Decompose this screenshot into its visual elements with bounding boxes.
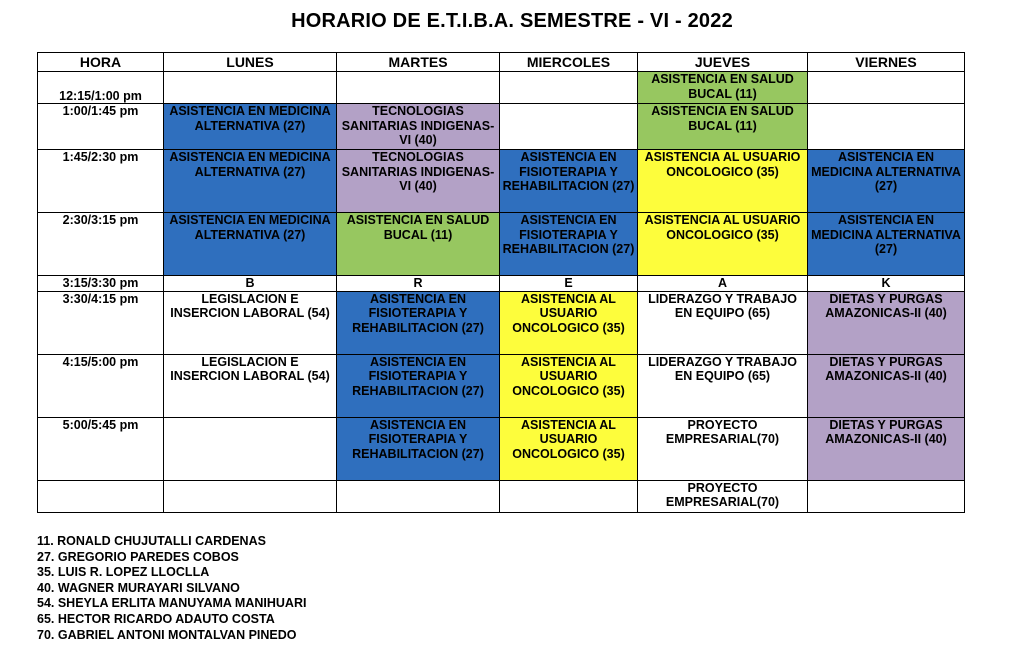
table-row — [38, 72, 965, 104]
schedule-cell — [164, 417, 337, 480]
page-title: HORARIO DE E.T.I.B.A. SEMESTRE - VI - 2022 — [291, 10, 733, 32]
schedule-cell: ASISTENCIA AL USUARIO ONCOLOGICO (35) — [500, 417, 638, 480]
col-header-martes: MARTES — [337, 53, 500, 72]
schedule-cell: ASISTENCIA EN MEDICINA ALTERNATIVA (27) — [164, 104, 337, 150]
table-row — [38, 150, 965, 213]
schedule-cell: ASISTENCIA EN MEDICINA ALTERNATIVA (27) — [808, 150, 965, 213]
schedule-cell — [808, 480, 965, 512]
schedule-cell: DIETAS Y PURGAS AMAZONICAS-II (40) — [808, 417, 965, 480]
legend-item: 35. LUIS R. LOPEZ LLOCLLA — [37, 565, 210, 580]
schedule-cell: ASISTENCIA EN MEDICINA ALTERNATIVA (27) — [808, 213, 965, 276]
legend-item: 70. GABRIEL ANTONI MONTALVAN PINEDO — [37, 627, 297, 642]
schedule-table — [37, 52, 965, 513]
hour-cell: 1:00/1:45 pm — [38, 104, 164, 150]
schedule-cell: ASISTENCIA EN FISIOTERAPIA Y REHABILITACION (27) — [337, 291, 500, 354]
schedule-cell — [337, 72, 500, 104]
schedule-cell: LIDERAZGO Y TRABAJO EN EQUIPO (65) — [638, 291, 808, 354]
legend-item: 40. WAGNER MURAYARI SILVANO — [37, 580, 240, 595]
schedule-cell — [500, 72, 638, 104]
schedule-cell: ASISTENCIA EN FISIOTERAPIA Y REHABILITACION (27) — [500, 150, 638, 213]
legend-item: 27. GREGORIO PAREDES COBOS — [37, 549, 239, 564]
schedule-cell — [164, 480, 337, 512]
schedule-cell: ASISTENCIA EN FISIOTERAPIA Y REHABILITACION (27) — [337, 417, 500, 480]
teacher-legend — [37, 534, 306, 643]
schedule-cell: LEGISLACION E INSERCION LABORAL (54) — [164, 354, 337, 417]
table-row — [38, 417, 965, 480]
schedule-cell: ASISTENCIA AL USUARIO ONCOLOGICO (35) — [638, 213, 808, 276]
break-letter-cell: K — [808, 276, 965, 292]
break-letter-cell: E — [500, 276, 638, 292]
table-row — [38, 104, 965, 150]
schedule-cell: LIDERAZGO Y TRABAJO EN EQUIPO (65) — [638, 354, 808, 417]
schedule-cell: DIETAS Y PURGAS AMAZONICAS-II (40) — [808, 354, 965, 417]
schedule-cell: ASISTENCIA EN FISIOTERAPIA Y REHABILITACION (27) — [337, 354, 500, 417]
col-header-viernes: VIERNES — [808, 53, 965, 72]
hour-cell: 12:15/1:00 pm — [38, 72, 164, 104]
table-row — [38, 291, 965, 354]
break-letter-cell: A — [638, 276, 808, 292]
header-row — [38, 53, 965, 72]
schedule-cell: ASISTENCIA EN MEDICINA ALTERNATIVA (27) — [164, 213, 337, 276]
schedule-cell: ASISTENCIA AL USUARIO ONCOLOGICO (35) — [638, 150, 808, 213]
schedule-cell: ASISTENCIA EN MEDICINA ALTERNATIVA (27) — [164, 150, 337, 213]
schedule-cell: PROYECTO EMPRESARIAL(70) — [638, 480, 808, 512]
schedule-cell: PROYECTO EMPRESARIAL(70) — [638, 417, 808, 480]
schedule-cell: ASISTENCIA EN SALUD BUCAL (11) — [638, 72, 808, 104]
schedule-cell — [337, 480, 500, 512]
hour-cell: 3:15/3:30 pm — [38, 276, 164, 292]
break-letter-cell: B — [164, 276, 337, 292]
schedule-cell: ASISTENCIA EN SALUD BUCAL (11) — [638, 104, 808, 150]
schedule-cell — [808, 72, 965, 104]
hour-cell: 5:00/5:45 pm — [38, 417, 164, 480]
hour-cell: 1:45/2:30 pm — [38, 150, 164, 213]
legend-item: 54. SHEYLA ERLITA MANUYAMA MANIHUARI — [37, 596, 307, 611]
schedule-cell — [500, 104, 638, 150]
col-header-hora: HORA — [38, 53, 164, 72]
schedule-cell: ASISTENCIA AL USUARIO ONCOLOGICO (35) — [500, 354, 638, 417]
col-header-jueves: JUEVES — [638, 53, 808, 72]
schedule-cell: ASISTENCIA EN FISIOTERAPIA Y REHABILITACION (27) — [500, 213, 638, 276]
schedule-cell — [500, 480, 638, 512]
col-header-miercoles: MIERCOLES — [500, 53, 638, 72]
schedule-cell: TECNOLOGIAS SANITARIAS INDIGENAS-VI (40) — [337, 104, 500, 150]
table-row — [38, 213, 965, 276]
schedule-cell — [164, 72, 337, 104]
schedule-cell — [808, 104, 965, 150]
table-row — [38, 276, 965, 292]
hour-cell: 3:30/4:15 pm — [38, 291, 164, 354]
table-row — [38, 480, 965, 512]
schedule-cell: ASISTENCIA AL USUARIO ONCOLOGICO (35) — [500, 291, 638, 354]
table-row — [38, 354, 965, 417]
legend-item: 65. HECTOR RICARDO ADAUTO COSTA — [37, 611, 275, 626]
break-letter-cell: R — [337, 276, 500, 292]
schedule-cell: ASISTENCIA EN SALUD BUCAL (11) — [337, 213, 500, 276]
col-header-lunes: LUNES — [164, 53, 337, 72]
legend-item: 11. RONALD CHUJUTALLI CARDENAS — [37, 534, 266, 548]
hour-cell: 4:15/5:00 pm — [38, 354, 164, 417]
hour-cell: 2:30/3:15 pm — [38, 213, 164, 276]
hour-cell — [38, 480, 164, 512]
schedule-cell: TECNOLOGIAS SANITARIAS INDIGENAS-VI (40) — [337, 150, 500, 213]
schedule-cell: DIETAS Y PURGAS AMAZONICAS-II (40) — [808, 291, 965, 354]
schedule-cell: LEGISLACION E INSERCION LABORAL (54) — [164, 291, 337, 354]
